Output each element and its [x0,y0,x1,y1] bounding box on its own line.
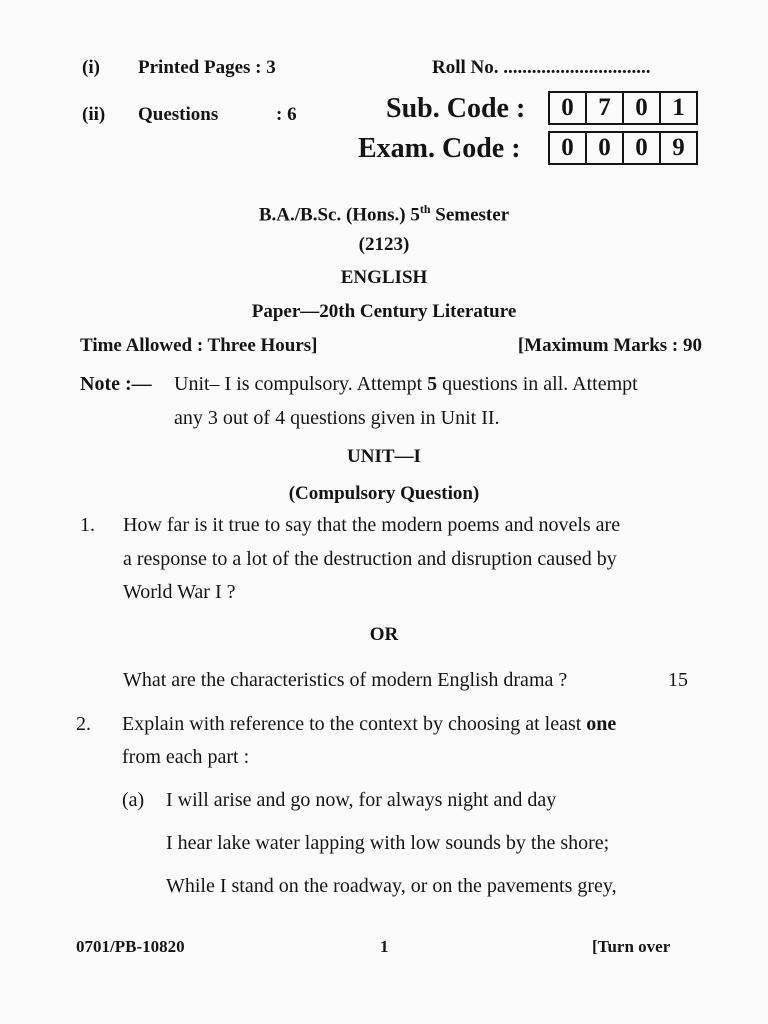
note-line-2: any 3 out of 4 questions given in Unit II. [174,407,500,429]
course-code: (2123) [358,234,410,255]
footer-code: 0701/PB-10820 [76,937,185,956]
time-allowed: Time Allowed : Three Hours] [80,335,318,356]
question-1-marks: 15 [668,669,688,691]
turn-over: [Turn over [592,937,671,956]
question-2-line: from each part : [122,746,250,768]
roll-no: Roll No. ............................... [432,57,651,78]
course-title: B.A./B.Sc. (Hons.) 5th Semester [258,202,510,226]
question-2-line: Explain with reference to the context by choosing at least one [122,713,617,735]
exam-code-digit: 0 [587,133,624,163]
questions-label: Questions [138,104,219,125]
exam-code-digit: 0 [624,133,661,163]
sub-code-digit: 0 [550,93,587,123]
sub-code-digit: 1 [672,94,685,121]
sub-code-digit: 0 [624,93,661,123]
maximum-marks: [Maximum Marks : 90 [517,335,702,356]
part-a-label: (a) [122,789,145,811]
question-1-line: World War I ? [123,581,236,603]
note-line-1: Unit– I is compulsory. Attempt 5 questions in all. Attempt [174,373,638,395]
printed-pages-label: Printed Pages : 3 [138,57,276,78]
question-2-number: 2. [76,713,91,735]
paper-title: Paper—20th Century Literature [251,301,517,322]
question-1-number: 1. [80,514,95,536]
question-1-line: How far is it true to say that the modern poems and novels are [123,514,621,536]
question-1-line: a response to a lot of the destruction and disruption caused by [123,548,617,570]
exam-code-boxes [548,131,698,165]
sub-code-label: Sub. Code : [386,93,526,124]
note-label: Note :— [80,373,152,395]
subject: ENGLISH [340,267,428,288]
unit-subheading: (Compulsory Question) [288,483,480,504]
sub-code-digit: 7 [587,93,624,123]
exam-code-digit: 9 [672,134,685,161]
verse-line: I hear lake water lapping with low sounds by the shore; [166,832,610,854]
printed-pages-number: (i) [82,57,100,78]
or-divider: OR [369,624,399,645]
questions-number: (ii) [82,104,106,125]
question-1-alternative: What are the characteristics of modern English drama ? [123,669,568,691]
unit-heading: UNIT—I [347,446,421,467]
exam-code-label: Exam. Code : [358,133,521,164]
questions-value: : 6 [276,104,297,125]
page-number: 1 [380,937,389,956]
verse-line: While I stand on the roadway, or on the pavements grey, [166,875,617,897]
exam-code-digit: 0 [550,133,587,163]
sub-code-boxes [548,91,698,125]
verse-line: I will arise and go now, for always night and day [166,789,557,811]
